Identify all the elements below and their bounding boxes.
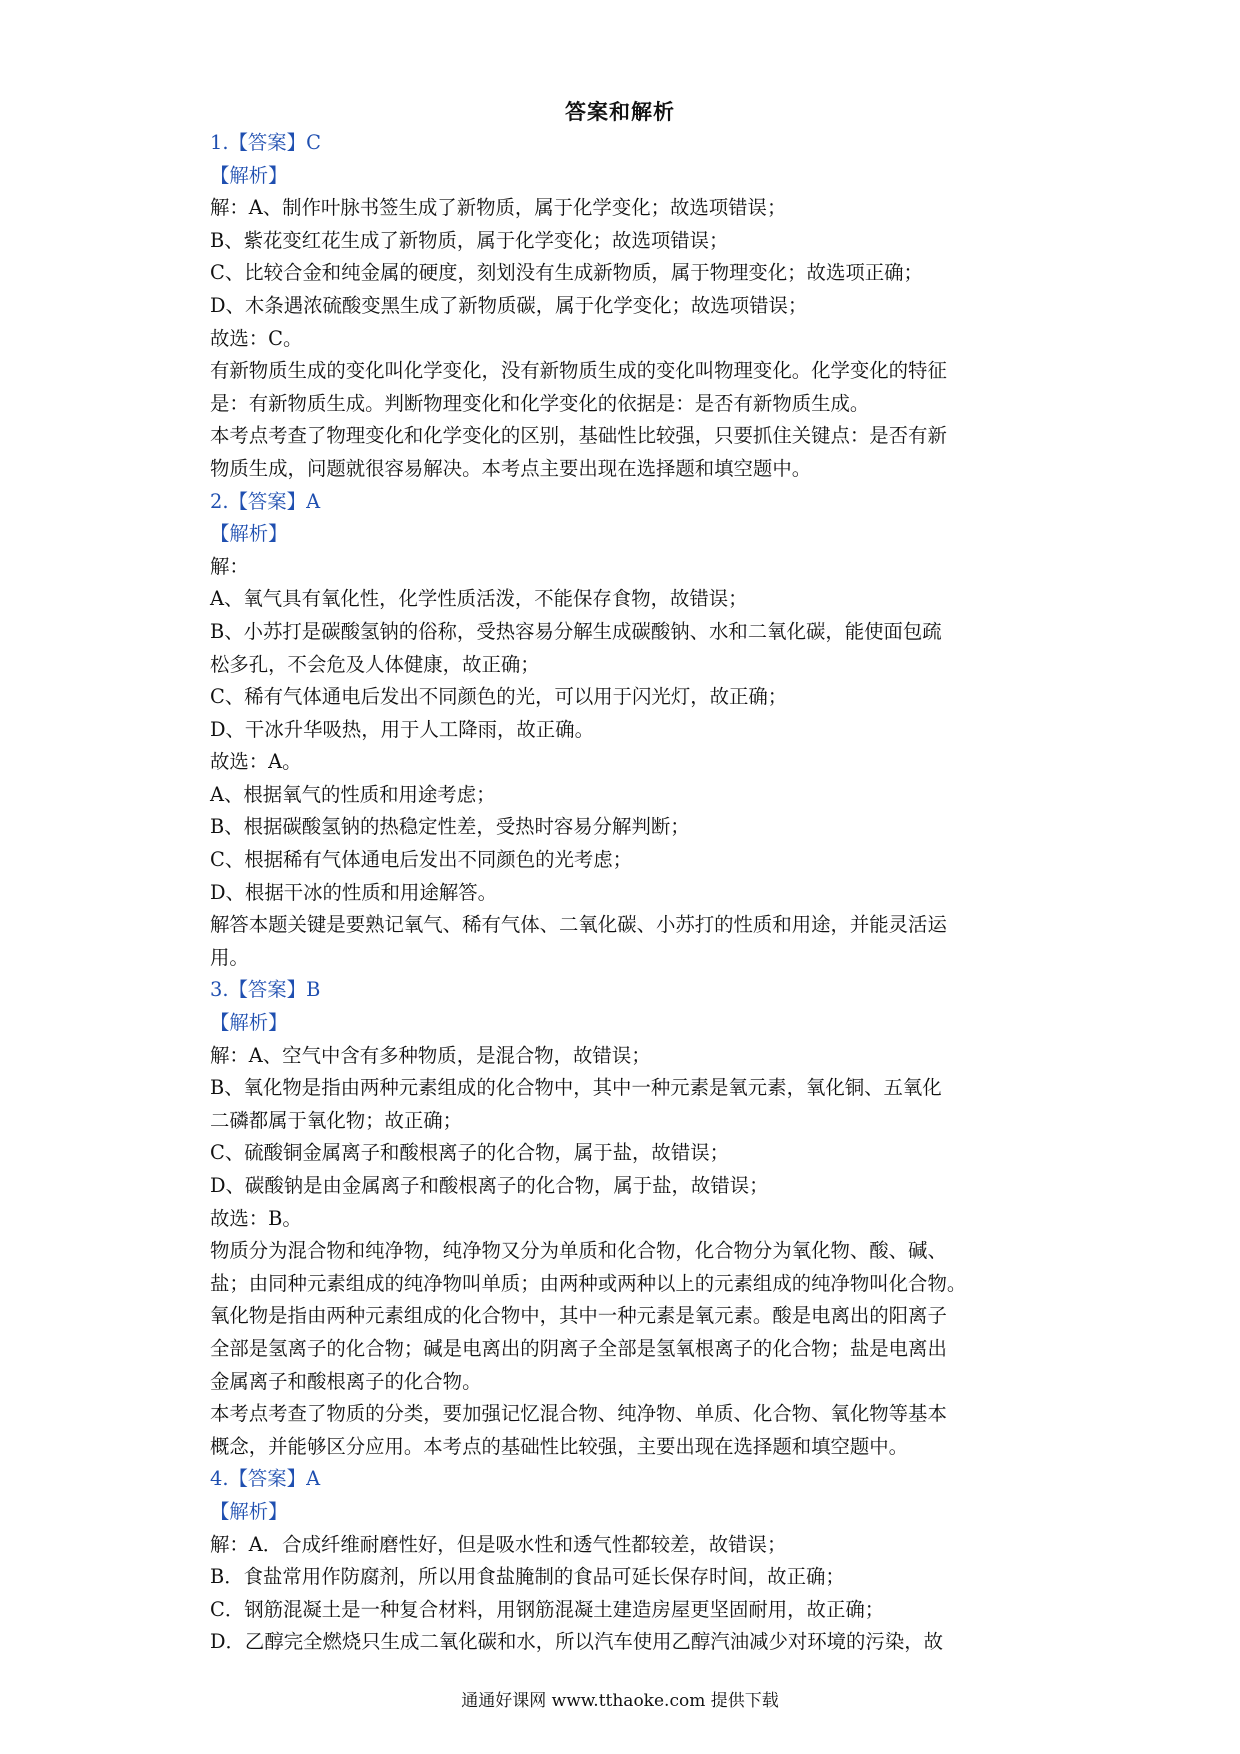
footer-text: 通通好课网 www.tthaoke.com 提供下载 xyxy=(461,1691,779,1711)
explanation-line: 物质分为混合物和纯净物，纯净物又分为单质和化合物，化合物分为氧化物、酸、碱、 xyxy=(210,1239,947,1263)
answer-content xyxy=(210,127,1040,1659)
explanation-line: C、比较合金和纯金属的硬度，刻划没有生成新物质，属于物理变化；故选项正确； xyxy=(210,261,923,285)
explanation-line: A、氧气具有氧化性，化学性质活泼，不能保存食物，故错误； xyxy=(210,587,748,611)
explanation-line: A、根据氧气的性质和用途考虑； xyxy=(210,782,496,806)
explanation-line: 盐；由同种元素组成的纯净物叫单质；由两种或两种以上的元素组成的纯净物叫化合物。 xyxy=(210,1271,967,1295)
explanation-line: 解： xyxy=(210,554,249,578)
explanation-line: 是：有新物质生成。判断物理变化和化学变化的依据是：是否有新物质生成。 xyxy=(210,391,870,415)
explanation-line: B、根据碳酸氢钠的热稳定性差，受热时容易分解判断； xyxy=(210,815,690,839)
explanation-line: C、硫酸铜金属离子和酸根离子的化合物，属于盐，故错误； xyxy=(210,1141,729,1165)
explanation-line: 概念，并能够区分应用。本考点的基础性比较强，主要出现在选择题和填空题中。 xyxy=(210,1434,909,1458)
page-title: 答案和解析 xyxy=(565,100,675,124)
explanation-line: 用。 xyxy=(210,945,249,969)
explanation-line: 解：A．合成纤维耐磨性好，但是吸水性和透气性都较差，故错误； xyxy=(210,1532,787,1556)
analysis-label: 【解析】 xyxy=(210,522,288,546)
explanation-line: D、干冰升华吸热，用于人工降雨，故正确。 xyxy=(210,717,594,741)
explanation-line: 故选：A。 xyxy=(210,750,302,774)
explanation-line: 故选：B。 xyxy=(210,1206,302,1230)
analysis-label: 【解析】 xyxy=(210,1499,288,1523)
explanation-line: 故选：C。 xyxy=(210,326,303,350)
explanation-line: 全部是氢离子的化合物；碱是电离出的阴离子全部是氢氧根离子的化合物；盐是电离出 xyxy=(210,1336,947,1360)
explanation-line: 氧化物是指由两种元素组成的化合物中，其中一种元素是氧元素。酸是电离出的阳离子 xyxy=(210,1304,947,1328)
explanation-line: B．食盐常用作防腐剂，所以用食盐腌制的食品可延长保存时间，故正确； xyxy=(210,1565,845,1589)
explanation-line: 解：A、制作叶脉书签生成了新物质，属于化学变化；故选项错误； xyxy=(210,196,787,220)
explanation-line: 松多孔，不会危及人体健康，故正确； xyxy=(210,652,540,676)
explanation-line: D．乙醇完全燃烧只生成二氧化碳和水，所以汽车使用乙醇汽油减少对环境的污染，故 xyxy=(210,1630,943,1654)
explanation-line: B、氧化物是指由两种元素组成的化合物中，其中一种元素是氧元素，氧化铜、五氧化 xyxy=(210,1076,942,1100)
explanation-line: D、根据干冰的性质和用途解答。 xyxy=(210,880,498,904)
explanation-line: 物质生成，问题就很容易解决。本考点主要出现在选择题和填空题中。 xyxy=(210,456,812,480)
analysis-label: 【解析】 xyxy=(210,1011,288,1035)
explanation-line: B、紫花变红花生成了新物质，属于化学变化；故选项错误； xyxy=(210,228,729,252)
explanation-line: B、小苏打是碳酸氢钠的俗称，受热容易分解生成碳酸钠、水和二氧化碳，能使面包疏 xyxy=(210,619,942,643)
explanation-line: D、木条遇浓硫酸变黑生成了新物质碳，属于化学变化；故选项错误； xyxy=(210,293,808,317)
explanation-line: 二磷都属于氧化物；故正确； xyxy=(210,1108,463,1132)
explanation-line: C、稀有气体通电后发出不同颜色的光，可以用于闪光灯，故正确； xyxy=(210,685,788,709)
analysis-label: 【解析】 xyxy=(210,163,288,187)
explanation-line: 解答本题关键是要熟记氧气、稀有气体、二氧化碳、小苏打的性质和用途，并能灵活运 xyxy=(210,913,947,937)
question-answer: 1.【答案】C xyxy=(210,131,321,154)
explanation-line: C．钢筋混凝土是一种复合材料，用钢筋混凝土建造房屋更坚固耐用，故正确； xyxy=(210,1597,885,1621)
explanation-line: 解：A、空气中含有多种物质，是混合物，故错误； xyxy=(210,1043,651,1067)
explanation-line: 有新物质生成的变化叫化学变化，没有新物质生成的变化叫物理变化。化学变化的特征 xyxy=(210,359,947,383)
question-answer: 3.【答案】B xyxy=(210,978,321,1002)
explanation-line: C、根据稀有气体通电后发出不同颜色的光考虑； xyxy=(210,848,633,872)
explanation-line: D、碳酸钠是由金属离子和酸根离子的化合物，属于盐，故错误； xyxy=(210,1174,769,1197)
explanation-line: 金属离子和酸根离子的化合物。 xyxy=(210,1369,482,1393)
explanation-line: 本考点考查了物质的分类，要加强记忆混合物、纯净物、单质、化合物、氧化物等基本 xyxy=(210,1402,947,1426)
question-answer: 4.【答案】A xyxy=(210,1467,321,1491)
question-answer: 2.【答案】A xyxy=(210,489,321,513)
explanation-line: 本考点考查了物理变化和化学变化的区别，基础性比较强，只要抓住关键点：是否有新 xyxy=(210,424,947,448)
